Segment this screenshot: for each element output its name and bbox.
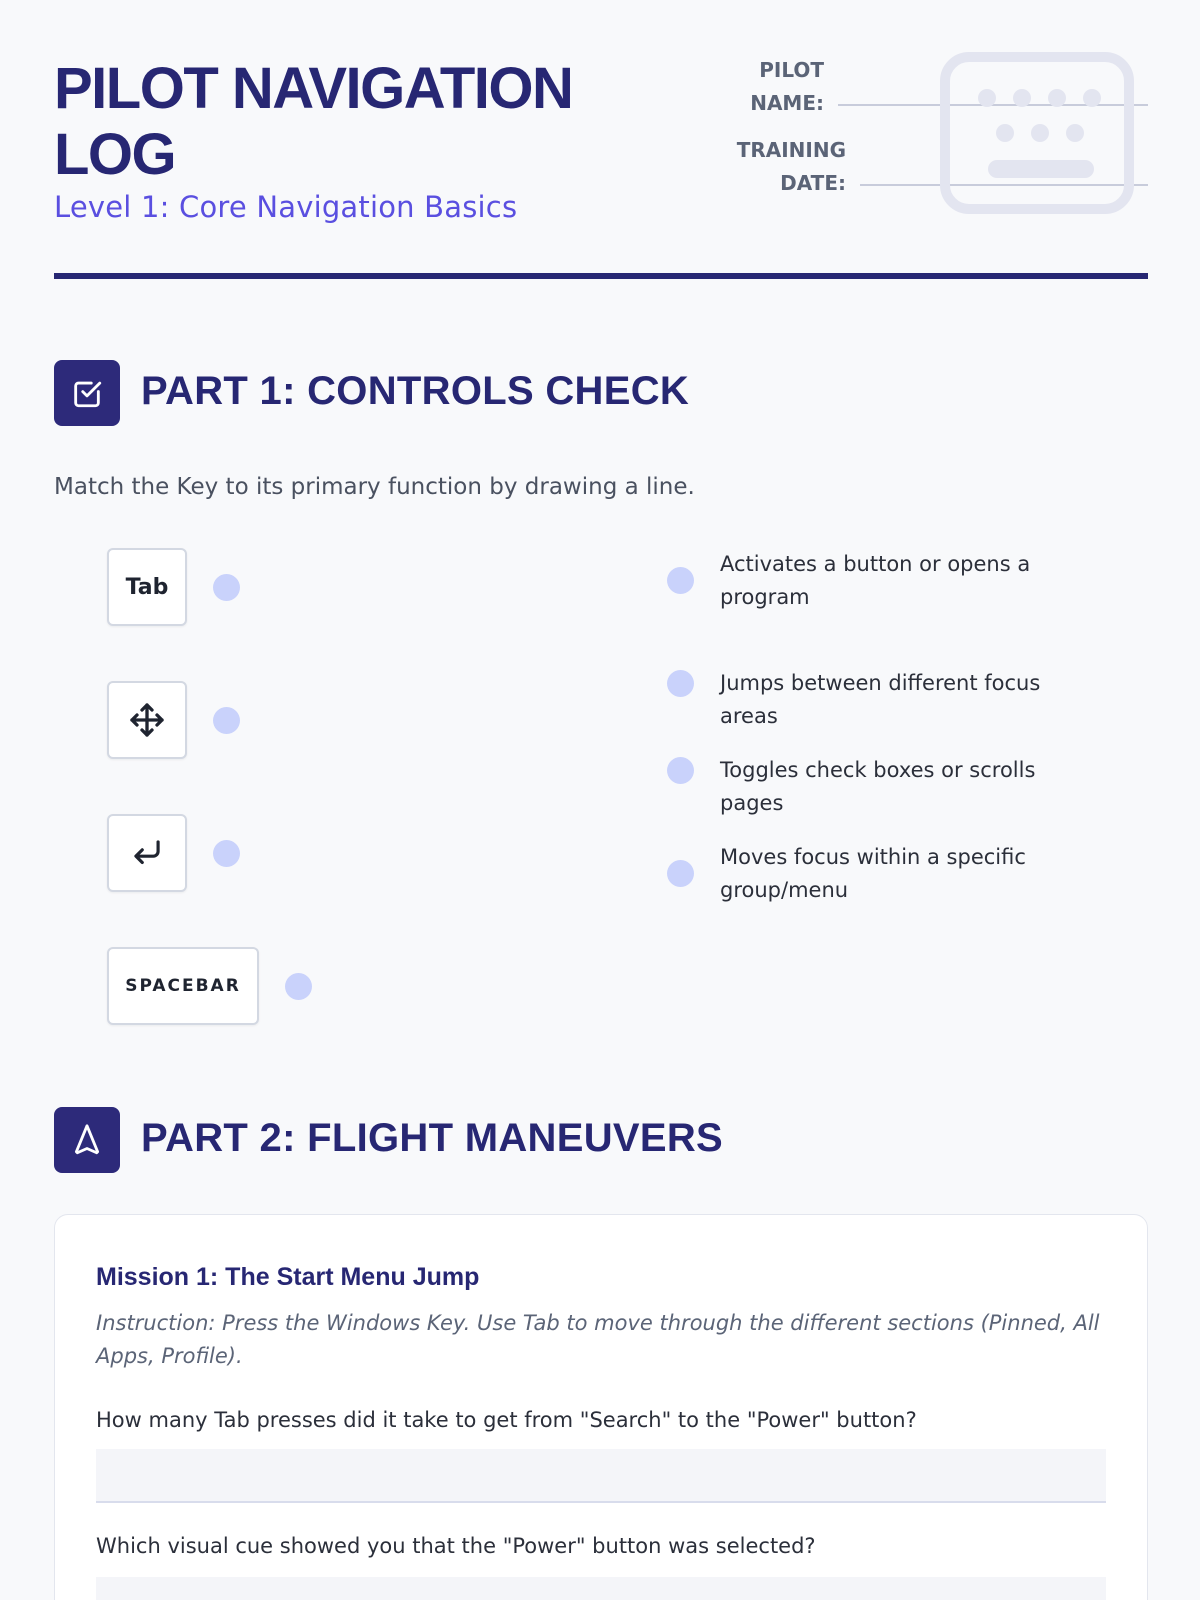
- page-subtitle: Level 1: Core Navigation Basics: [54, 190, 518, 224]
- keyboard-icon: [940, 52, 1140, 218]
- match-dot-key-1[interactable]: [213, 574, 240, 601]
- enter-return-icon: [128, 834, 166, 872]
- function-move-focus-line2: group/menu: [720, 878, 849, 902]
- mission-card: [54, 1214, 1148, 1600]
- training-date-label: [700, 134, 846, 200]
- question-visual-cue: Which visual cue showed you that the "Power" button was selected?: [96, 1534, 816, 1558]
- match-dot-key-2[interactable]: [213, 707, 240, 734]
- header-divider: [54, 273, 1148, 279]
- pilot-name-label-line1: PILOT: [759, 58, 824, 82]
- spacebar-key: [107, 947, 259, 1025]
- function-toggle: Toggles check boxes or scrolls pages: [720, 758, 1036, 815]
- tab-key-label: Tab: [125, 574, 169, 600]
- function-move-focus: [720, 841, 1100, 907]
- part1-instruction: Match the Key to its primary function by drawing a line.: [54, 474, 695, 500]
- arrows-move-icon: [127, 700, 167, 740]
- answer-field-visual-cue[interactable]: [96, 1577, 1106, 1600]
- mission-title: Mission 1: The Start Menu Jump: [96, 1263, 480, 1291]
- answer-field-tab-presses[interactable]: [96, 1449, 1106, 1503]
- match-dot-key-4[interactable]: [285, 973, 312, 1000]
- part1-title: PART 1: CONTROLS CHECK: [141, 369, 690, 413]
- mission-instruction: Instruction: Press the Windows Key. Use Tab to move through the different sections (Pinned, All Apps, Profile).: [96, 1311, 1100, 1368]
- spacebar-key-label: SPACEBAR: [125, 976, 241, 996]
- match-dot-function-2[interactable]: [667, 670, 694, 697]
- pilot-name-label-line2: NAME:: [750, 91, 824, 115]
- part2-title: PART 2: FLIGHT MANEUVERS: [141, 1116, 724, 1160]
- enter-key: [107, 814, 187, 892]
- tab-key: [107, 548, 187, 626]
- match-dot-key-3[interactable]: [213, 840, 240, 867]
- function-move-focus-line1: Moves focus within a specific: [720, 845, 1026, 869]
- match-dot-function-1[interactable]: [667, 567, 694, 594]
- function-jump: Jumps between different focus areas: [720, 671, 1041, 728]
- match-dot-function-4[interactable]: [667, 860, 694, 887]
- question-tab-presses: How many Tab presses did it take to get from "Search" to the "Power" button?: [96, 1408, 917, 1432]
- function-activate: [720, 548, 1100, 614]
- function-activate-line1: Activates a button or opens a: [720, 552, 1031, 576]
- arrow-keys: [107, 681, 187, 759]
- training-date-label-line1: TRAINING: [736, 138, 846, 162]
- page-title: PILOT NAVIGATION LOG: [54, 56, 573, 187]
- function-activate-line2: program: [720, 585, 810, 609]
- checkbox-icon: [54, 360, 120, 426]
- training-date-label-line2: DATE:: [780, 171, 846, 195]
- pilot-name-label: [700, 54, 824, 120]
- navigation-arrow-icon: [54, 1107, 120, 1173]
- match-dot-function-3[interactable]: [667, 757, 694, 784]
